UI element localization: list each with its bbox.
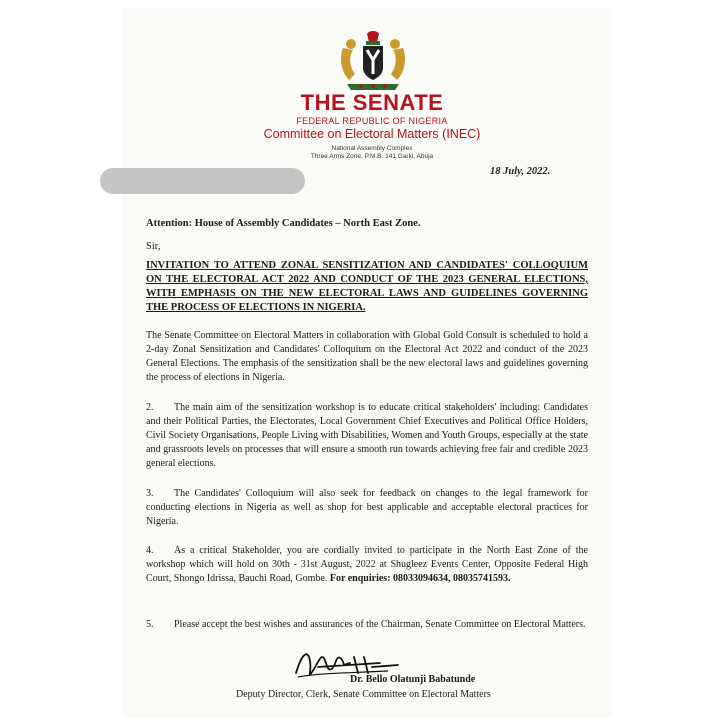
- paragraph-1: The Senate Committee on Electoral Matters in collaboration with Global Gold Consult is scheduled to hold a 2-day Zonal Sensitization and Candidates' Colloquium on the Electoral Act 2022 and conduct of the 2023 General Elections. The emphasis of the sensitization shall be the new electoral laws and guidelines governing the process of elections in Nigeria.: [146, 330, 588, 383]
- address-line-1: National Assembly Complex: [331, 145, 413, 152]
- paragraph-3: [146, 487, 588, 529]
- senate-title: THE SENATE: [300, 90, 444, 115]
- paragraph-text: The main aim of the sensitization workshop is to educate critical stakeholders' including: Candidates and their Political Parties, the Electorates, Local Government Chief Executives and Political Office Holders, Civil Society Organisations, People Living with Disabilities, Women and Youth Groups, especially at the state and grassroots levels on processes that will ensure a smooth run towards achieving free fair and credible 2023 general elections.: [146, 402, 588, 469]
- signer-name: Dr. Bello Olatunji Babatunde: [350, 674, 476, 685]
- paragraph-number: 2.: [146, 402, 154, 413]
- enquiries-contact: For enquiries: 08033094634, 08035741593.: [329, 573, 511, 584]
- address-line-2: Three Arms Zone, P.M.B. 141 Garki, Abuja: [310, 153, 434, 160]
- letter-date: 18 July, 2022.: [490, 166, 551, 177]
- paragraph-5: [146, 618, 588, 632]
- paragraph-number: 4.: [146, 545, 154, 556]
- paragraph-number: 5.: [146, 619, 154, 630]
- signer-title: Deputy Director, Clerk, Senate Committee on Electoral Matters: [236, 689, 491, 700]
- subject-heading: INVITATION TO ATTEND ZONAL SENSITIZATION AND CANDIDATES' COLLOQUIUM ON THE ELECTORAL ACT 2022 AND CONDUCT OF THE 2023 GENERAL ELECTIONS, WITH EMPHASIS ON THE NEW ELECTORAL LAWS AND GUIDELINES GOVERNING THE PROCESS OF ELECTIONS IN NIGERIA.: [146, 260, 588, 313]
- redaction-blur: [100, 168, 305, 194]
- paragraph-2: [146, 401, 588, 471]
- nigeria-coat-of-arms-icon: [333, 28, 413, 92]
- paragraph-text: The Candidates' Colloquium will also seek for feedback on changes to the legal framework for conducting elections in Nigeria as well as shop for best applicable and acceptable electoral practices for Nigeria.: [146, 488, 588, 527]
- salutation: Sir,: [146, 241, 161, 252]
- paragraph-text: Please accept the best wishes and assurances of the Chairman, Senate Committee on Electoral Matters.: [174, 619, 586, 630]
- paragraph-text: As a critical Stakeholder, you are cordially invited to participate in the North East Zone of the workshop which will hold on 30th - 31st August, 2022 at Shugleez Events Center, Opposite Federal High Court, Shongo Idrissa, Bauchi Road, Gombe.: [146, 545, 588, 584]
- committee-name: Committee on Electoral Matters (INEC): [263, 127, 481, 141]
- attention-line: Attention: House of Assembly Candidates – North East Zone.: [146, 218, 421, 229]
- paragraph-number: 3.: [146, 488, 154, 499]
- country-name: FEDERAL REPUBLIC OF NIGERIA: [296, 116, 448, 126]
- paragraph-4: [146, 544, 588, 586]
